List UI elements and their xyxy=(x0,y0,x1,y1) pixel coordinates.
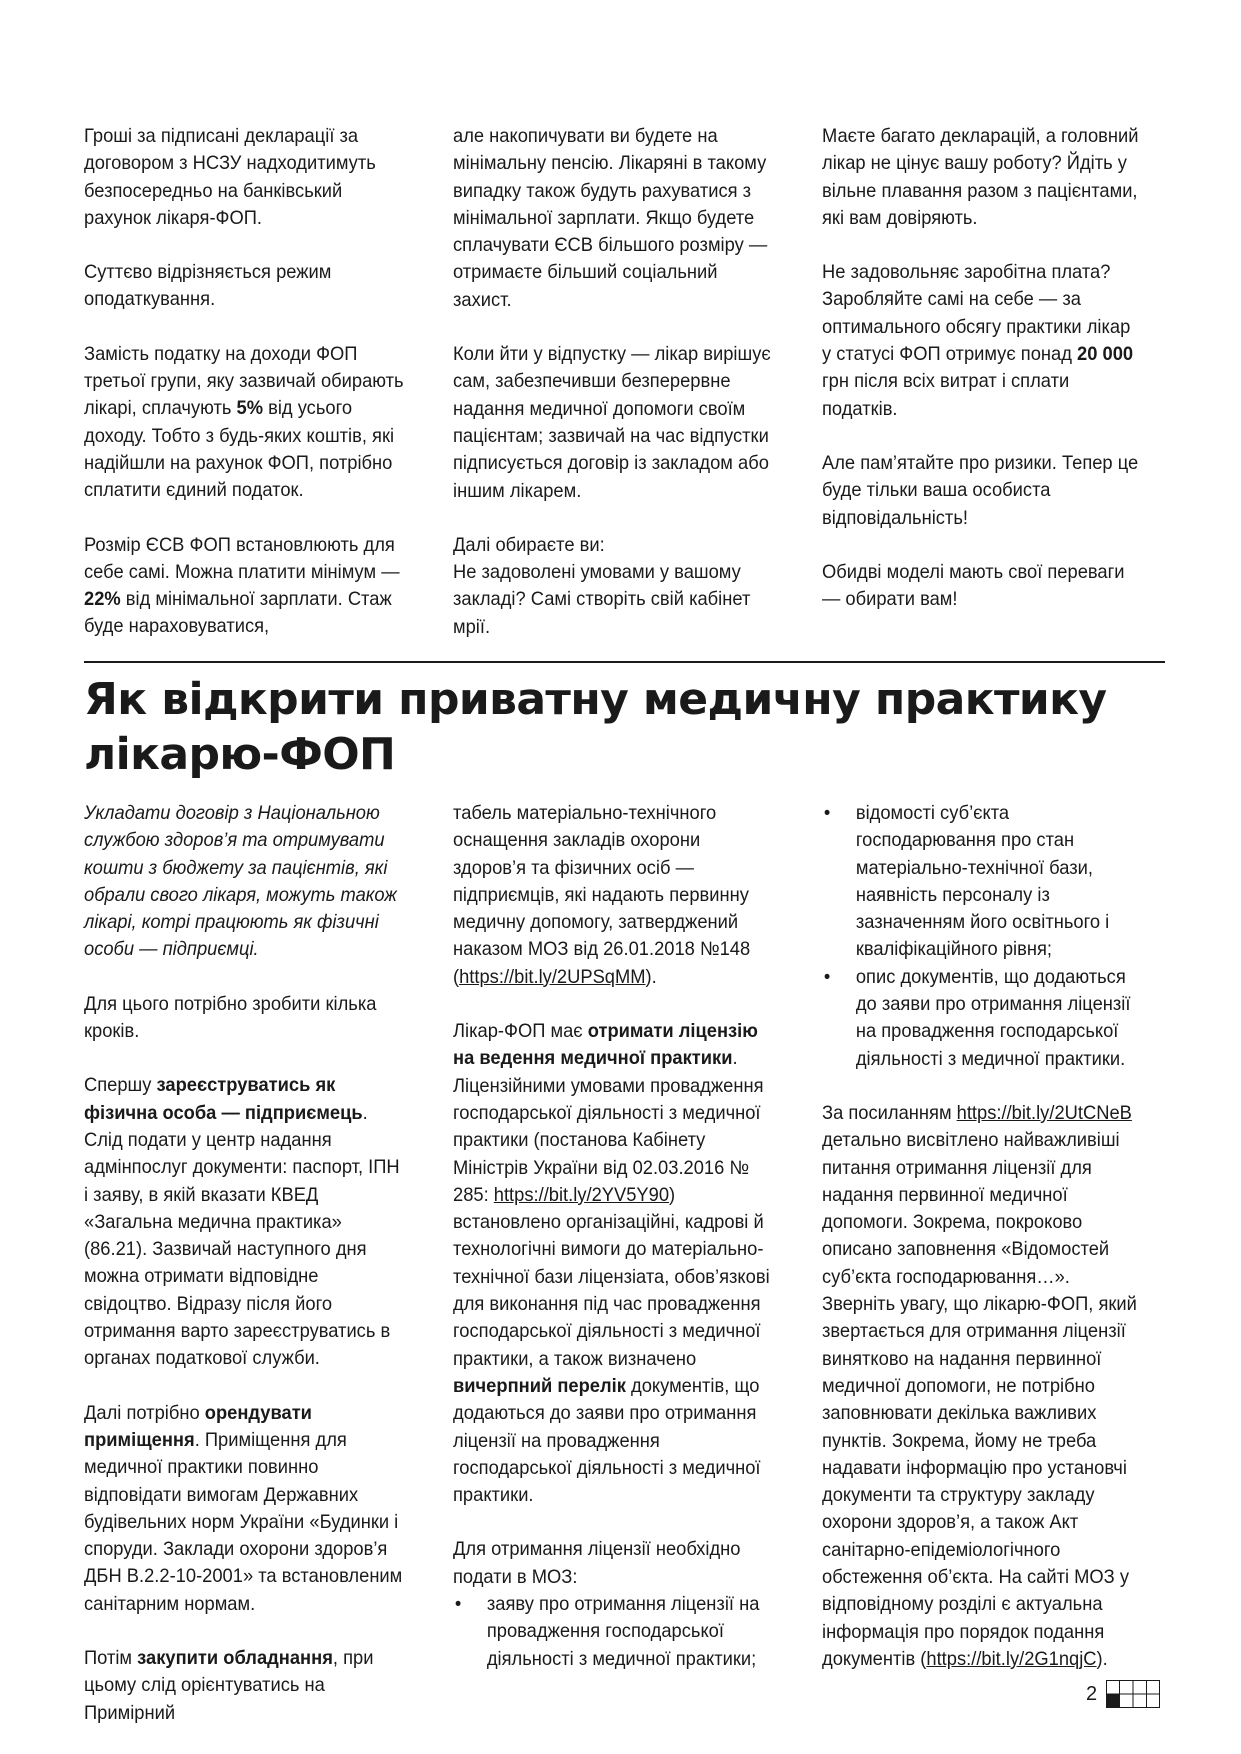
paragraph: Для отримання ліцензії необхідно подати в МОЗ: xyxy=(453,1538,741,1588)
paragraph: Обидві моделі мають свої переваги — обирати вам! xyxy=(822,560,1125,611)
section-divider xyxy=(84,661,1165,663)
page-grid-icon xyxy=(1106,1680,1160,1708)
paragraph: Потім закупити обладнання, при цьому слід орієнтуватись на Примірний xyxy=(84,1647,374,1724)
paragraph: За посиланням https://bit.ly/2UtCNeB детально висвітлено найважливіші питання отримання ліцензії для надання первинної медичної допомоги. Зокрема, покроково описано заповнення «Відомостей суб’єкта господарювання…». Зверніть увагу, що лікарю-ФОП, який звертається для отримання ліцензії винятково на надання первинної медичної допомоги, не потрібно заповнювати декілька важливих пунктів. Зокрема, йому не треба надавати інформацію про установчі документи та структуру закладу охорони здоров’я, а також Акт санітарно-епідеміологічного обстеження об’єкта. На сайті МОЗ у відповідному розділі є актуальна інформація про порядок подання документів (https://bit.ly/2G1nqjC). xyxy=(822,1101,1137,1670)
paragraph: Не задоволені умовами у вашому закладі? Самі створіть свій кабінет мрії. xyxy=(453,561,751,638)
list-item: • опис документів, що додаються до заяви про отримання ліцензії на провадження господарської діяльності з медичної практики. xyxy=(822,964,1144,1073)
paragraph: Для цього потрібно зробити кілька кроків. xyxy=(84,992,377,1043)
paragraph: Розмір ЄСВ ФОП встановлюють для себе самі. Можна платити мінімум — 22% від мінімальної зарплати. Стаж буде нараховуватися, xyxy=(84,533,400,638)
paragraph: Суттєво відрізняється режим оподаткування. xyxy=(84,261,332,311)
paragraph: Лікар-ФОП має отримати ліцензію на ведення медичної практики. Ліцензійними умовами провадження господарської діяльності з медичної практики (постанова Кабінету Міністрів України від 02.03.2016 № 285: https://bit.ly/2YV5Y90) встановлено організаційні, кадрові й технологічні вимоги до матеріально-технічної бази ліцензіата, обов’язкові для виконання під час провадження господарської діяльності з медичної практики, а також визначено вичерпний перелік документів, що додаються до заяви про отримання ліцензії на провадження господарської діяльності з медичної практики. xyxy=(453,1020,770,1507)
list-item: • заяву про отримання ліцензії на провадження господарської діяльності з медичної практики; xyxy=(453,1591,775,1673)
bottom-column-1 xyxy=(84,800,406,1727)
paragraph: Далі потрібно орендувати приміщення. Приміщення для медичної практики повинно відповідати вимогам Державних будівельних норм України «Будинки і споруди. Заклади охорони здоров’я ДБН В.2.2-10-2001» та встановленим санітарним нормам. xyxy=(84,1401,403,1615)
top-column-1 xyxy=(84,123,406,641)
bold-amount: 20 000 xyxy=(1077,343,1134,366)
paragraph: Але пам’ятайте про ризики. Тепер це буде тільки ваша особиста відповідальність! xyxy=(822,451,1139,529)
paragraph: Гроші за підписані декларації за договором з НСЗУ надходитимуть безпосередньо на банківський рахунок лікаря-ФОП. xyxy=(84,125,376,229)
bullet-list xyxy=(453,1591,775,1673)
top-column-3 xyxy=(822,123,1144,613)
paragraph: табель матеріально-технічного оснащення закладів охорони здоров’я та фізичних осіб — підприємців, які надають первинну медичну допомогу, затверджений наказом МОЗ від 26.01.2018 №148 (https://bit.ly/2UPSqMM). xyxy=(453,802,751,988)
bottom-column-3 xyxy=(822,800,1144,1673)
top-column-2 xyxy=(453,123,775,641)
bold-percent: 5% xyxy=(236,397,264,420)
paragraph: Маєте багато декларацій, а головний лікар не цінує вашу роботу? Йдіть у вільне плавання разом з пацієнтами, які вам довіряють. xyxy=(822,125,1139,229)
link[interactable]: https://bit.ly/2YV5Y90 xyxy=(493,1183,670,1206)
link[interactable]: https://bit.ly/2G1nqjC xyxy=(926,1647,1097,1670)
paragraph: Далі обираєте ви: xyxy=(453,533,605,556)
paragraph: Замість податку на доходи ФОП третьої групи, яку зазвичай обирають лікарі, сплачують 5% від усього доходу. Тобто з будь-яких коштів, які надійшли на рахунок ФОП, потрібно сплатити єдиний податок. xyxy=(84,342,404,502)
link[interactable]: https://bit.ly/2UtCNeB xyxy=(956,1101,1132,1124)
paragraph: Коли йти у відпустку — лікар вирішує сам, забезпечивши безперервне надання медичної допомоги своїм пацієнтам; зазвичай на час відпустки підписується договір із закладом або іншим лікарем. xyxy=(453,343,771,502)
page-number: 2 xyxy=(1086,1683,1098,1705)
link[interactable]: https://bit.ly/2UPSqMM xyxy=(459,965,646,988)
paragraph: Не задовольняє заробітна плата? Заробляйте самі на себе — за оптимального обсягу практики лікар у статусі ФОП отримує понад 20 000 грн після всіх витрат і сплати податків. xyxy=(822,261,1134,420)
section-heading: Як відкрити приватну медичну практику лікарю-ФОП xyxy=(84,674,1107,780)
bottom-column-2 xyxy=(453,800,775,1673)
list-item: • відомості суб’єкта господарювання про стан матеріально-технічної бази, наявність персоналу із зазначенням його освітнього і кваліфікаційного рівня; xyxy=(822,800,1144,964)
paragraph: Спершу зареєструватись як фізична особа — підприємець. Слід подати у центр надання адмінпослуг документи: паспорт, ІПН і заяву, в якій вказати КВЕД «Загальна медична практика» (86.21). Зазвичай наступного дня можна отримати відповідне свідоцтво. Відразу після його отримання варто зареєструватись в органах податкової служби. xyxy=(84,1074,400,1370)
paragraph: але накопичувати ви будете на мінімальну пенсію. Лікаряні в такому випадку також будуть рахуватися з мінімальної зарплати. Якщо будете сплачувати ЄСВ більшого розміру — отримаєте більший соціальний захист. xyxy=(453,125,768,311)
lead-paragraph: Укладати договір з Національною службою здоров’я та отримувати кошти з бюджету за пацієнтів, які обрали свого лікаря, можуть також лікарі, котрі працюють як фізичні особи — підприємці. xyxy=(84,802,397,961)
bold-percent: 22% xyxy=(84,588,121,611)
bullet-list xyxy=(822,800,1144,1073)
